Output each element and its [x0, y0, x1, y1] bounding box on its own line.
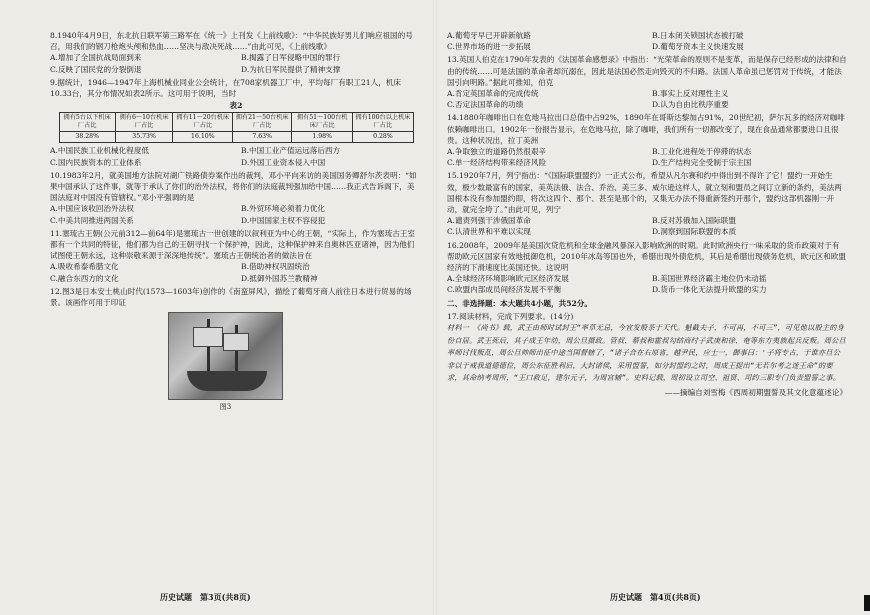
question-13-option-d: D.认为自由比秩序重要 [652, 100, 729, 110]
question-13 [447, 54, 847, 110]
page-4-footer: 历史试题 第4页(共8页) [610, 591, 701, 602]
question-12-option-a: A.葡萄牙早已开辟新航路 [447, 31, 531, 40]
question-9 [50, 77, 422, 168]
question-11-options [50, 261, 422, 283]
question-12-continued [447, 30, 847, 52]
question-11 [50, 228, 422, 284]
table-cell: 7.63% [233, 132, 292, 143]
ship-sail [193, 327, 223, 347]
question-12 [50, 286, 422, 414]
question-9-option-c: C.国内民族资本的工业体系 [50, 157, 142, 167]
question-12-option-c: C.世界市场的进一步拓展 [447, 42, 531, 52]
question-16-option-c: C.欧盟内部成员间经济发展不平衡 [447, 285, 562, 295]
question-11-option-a: A.吸收希泰希腊文化 [50, 262, 119, 272]
question-10-stem: 10.1983年2月，就美国地方法院对湖广铁路债券案作出的裁判，邓小平向来访的美国国务卿舒尔茨表明：“如果中国承认了这件事，就等于承认了你们的治外法权，将你们的法庭裁判强加给中国……我正式告诉阁下，美国法庭对中国没有管辖权。”邓小平强调的是 [50, 170, 417, 203]
question-17-title: 17.阅读材料，完成下列要求。(14分) [447, 311, 574, 321]
question-15 [447, 170, 847, 237]
exam-page-4 [435, 0, 870, 615]
table-row [59, 132, 413, 143]
ship-sail [223, 333, 249, 351]
table-header-cell: 拥有6～10台机床厂占比 [115, 113, 172, 132]
question-8 [50, 30, 422, 75]
scan-edge-mark [864, 595, 870, 611]
question-15-option-d: D.洞察到国际联盟的本质 [652, 227, 737, 237]
table-header-cell: 拥有11～20台机床厂占比 [173, 113, 233, 132]
question-11-option-d: D.抵御外国苏兰教精神 [241, 273, 318, 283]
table-cell: 1.98% [292, 132, 353, 143]
question-15-option-b: B.反对苏俄加入国际联盟 [652, 216, 736, 226]
question-13-stem: 13.英国人伯克在1790年发表的《法国革命感想录》中指出：“光荣革命的原则不是变革，而是保存已经形成的法律和自由的传统……可是法国的革命者却沉溺在，因此是法国必然走向毁灭的不归路。法国人革命虽已惩罚对于传统，才能法国引向明路。”据此可推知，伯克 [447, 55, 847, 87]
question-8-options [50, 52, 422, 74]
question-8-option-b: B.揭露了日军侵略中国的罪行 [241, 53, 341, 63]
question-14-stem: 14.1880年咖啡出口在危地马拉出口总值中占92%，1890年在哥斯达黎加占91%，20世纪初，萨尔瓦多的经济对咖啡依赖咖啡出口。1902年一份报告显示，在危地马拉，除了咖啡，我们所有一切都改变了，现在食品通常都要进口且很贵。这种状况出，拉丁美洲 [447, 113, 845, 145]
section-2-heading: 二、非选择题：本大题共4小题，共52分。 [447, 298, 592, 308]
question-8-stem: 8.1940年4月9日，东北抗日联军第三路军在《统一》上刊发《上前线歌》：“中华民族好男儿们响应祖国的号召，用我们的钢刀枪炮头颅和热血……坚决与敌决死战……”由此可见，《上前线歌》 [50, 31, 413, 52]
question-14-option-d: D.生产结构完全受制于宗主国 [652, 158, 752, 168]
question-15-stem: 15.1920年7月，列宁指出：“《国际联盟盟约》一正式公布，希望从凡尔赛和约中得出到不得许了它！盟约一开始生效，极少数最富有的国家，美英法俄、法合、乔治、美三多、威尔逊这样人，就立刻和盟员之间订立新的条约，美法两国根本没有参加盟约即，将次这四个、那个、甚至是那个的，又集无办法不得重新签约开那个，盟约这部机器刚一开动，就完全垮了。”由此可见，列宁 [447, 171, 842, 215]
question-13-options [447, 88, 847, 110]
question-12-stem: 12.图3是日本安土桃山时代(1573—1603年)创作的《南蛮屏风》，描绘了葡萄牙商人前往日本进行贸易的场景。该画作可用于印证 [50, 286, 412, 308]
question-12-option-d: D.葡萄牙资本主义快速发展 [652, 42, 744, 52]
question-16 [447, 240, 847, 296]
table-header-cell: 拥有5台以下机床厂占比 [59, 113, 115, 132]
question-14-options [447, 146, 847, 168]
question-10-options [50, 203, 422, 225]
figure-3-caption: 图3 [219, 403, 232, 412]
question-8-option-c: C.反映了国民党的分裂倒退 [50, 64, 142, 74]
question-11-stem: 11.塞琉古王朝(公元前312—前64年)是塞琉古一世创建的以叙利亚为中心的王朝，“实际上，作为塞琉古王室都有一个共同的特征，他们都为自己的王朝寻找一个保护神，因此，这种保护神来自奥林匹亚诸神，因为他们试图使王朝永远，这种崇敬来源于深深地传统”。塞琉古王朝统治者的做法旨在 [50, 228, 415, 261]
question-10 [50, 170, 422, 226]
table-header-cell: 拥有100台以上机床厂占比 [353, 113, 413, 132]
question-9-stem: 9.据统计，1946—1947年上海机械业同业公会统计，在708家机器工厂中，平均每厂有职工21人，机床10.33台，其分布情况如表2所示。这可用于说明，当时 [50, 77, 402, 99]
question-9-option-b: B.中国工业产值运远落后西方 [241, 146, 341, 156]
table-header-cell: 拥有21～50台机床厂占比 [233, 113, 292, 132]
ship-hull [187, 371, 267, 391]
question-11-option-b: B.借助神权巩固统治 [241, 262, 310, 272]
table-header-row [59, 113, 413, 132]
question-16-stem: 16.2008年，2009年是美国次贷危机和全球金融风暴深入影响欧洲的时期。此时欧洲央行一味采取的货币政策对于有帮助欧元区国家有效地抵御危机，2010年冰岛等国也外，希腊出现外债危机，其后是希腊出现债务危机，欧元区和欧盟经济的下滑速度比美国还快。这说明 [447, 240, 847, 273]
material-1-source: ——摘编自刘雪梅《西周初期盟誓及其文化意蕴述论》 [664, 388, 847, 398]
nanban-screen-figure [168, 312, 283, 400]
question-16-option-d: D.货币一体化无法提升欧盟的实力 [652, 285, 767, 295]
question-8-option-a: A.增加了全国抗战局面到来 [50, 53, 142, 63]
question-14-option-b: B.工业化进程处于停滞的状态 [652, 147, 752, 157]
table-cell: 0.28% [353, 132, 413, 143]
question-14-option-a: A.争取独立的道路仍然很艰辛 [447, 147, 547, 157]
question-11-option-c: C.融合东西方的文化 [50, 273, 119, 283]
question-16-options [447, 273, 847, 295]
table-cell: 35.73% [115, 132, 172, 143]
question-10-option-a: A.中国应该收回治外法权 [50, 204, 134, 214]
question-16-option-b: B.美国世界经济霸主地位仍未动摇 [652, 274, 767, 284]
question-15-options [447, 215, 847, 237]
question-10-option-d: D.中国国家主权不容侵犯 [241, 215, 326, 225]
table-cell: 16.10% [173, 132, 233, 143]
material-1-text: 材料一 《尚书》载，武王由师时试封王“率草无忌，今宜发殷茶于天代。魁截夫子，不可再，不可三”，可见他以殷主的身份自居。武王死后，其子成王年幼，周公旦摄政。管叔、蔡叔和霍叔勾结商纣子武庚和徐、奄等东方夷族起兵反叛。周公旦率师讨伐叛乱，周公旦帅师出征中途当国督辖了，“诸子合在右原省，越尹民，应士一，御事曰：'子将专古，于谁亦旦公非以于戒我道德德位，周公东征胜利后，大封诸侯，采用盟誓，如分封盟约之时，周成王提出“无若尔考之迷王命”的要求，其命纳考周所，“王口救足，建尔元子，为周宫辅”。史料记载，周初设立司空、祖贤、司约三职专门负责盟誓之事。 [447, 323, 846, 383]
table-2-title: 表2 [229, 101, 243, 111]
question-15-option-a: A.谴责列强干涉俄国革命 [447, 216, 531, 226]
page-3-column [50, 30, 422, 415]
question-9-option-a: A.中国民族工业机械化程度低 [50, 146, 150, 156]
question-14 [447, 112, 847, 168]
question-9-option-d: D.外国工业资本侵入中国 [241, 157, 326, 167]
question-9-options [50, 145, 422, 167]
question-10-option-c: C.中美共同推进两国关系 [50, 215, 134, 225]
question-8-option-d: D.为抗日军民提供了精神支撑 [241, 64, 341, 74]
page-4-column [447, 30, 847, 398]
question-16-option-a: A.全球经济环境影响欧元区经济发展 [447, 274, 569, 284]
question-12-option-b: B.日本闭关锁国状态被打破 [652, 31, 744, 40]
table-header-cell: 拥有51～100台机床厂占比 [292, 113, 353, 132]
question-13-option-c: C.否定法国革命的功绩 [447, 100, 524, 110]
question-12-options [447, 30, 847, 52]
question-14-option-c: C.单一经济结构带来经济风险 [447, 158, 547, 168]
question-10-option-b: B.外贸环境必须着力优化 [241, 204, 325, 214]
question-13-option-a: A.肯定英国革命的完成传统 [447, 89, 539, 99]
question-15-option-c: C.认清世界和平难以实现 [447, 227, 531, 237]
table-cell: 38.28% [59, 132, 115, 143]
question-13-option-b: B.事实上反对理性主义 [652, 89, 729, 99]
page-3-footer: 历史试题 第3页(共8页) [160, 591, 251, 602]
table-2 [59, 112, 414, 143]
